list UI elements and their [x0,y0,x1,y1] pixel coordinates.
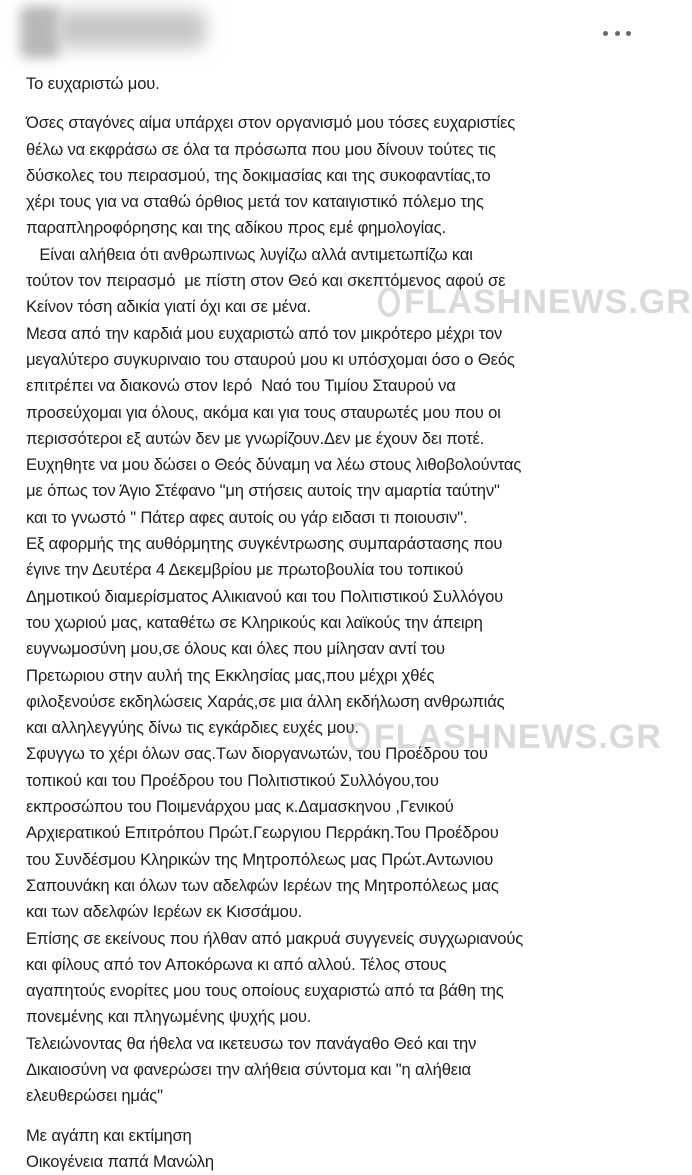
more-horizontal-icon[interactable] [603,26,631,40]
text-line: φιλοξενούσε εκδηλώσεις Χαράς,σε μια άλλη εκδήλωση ανθρωπιάς [26,691,505,711]
text-line: Ευχηθητε να μου δώσει ο Θεός δύναμη να λέω στους λιθοβολούντας [26,455,522,475]
text-line: αγαπητούς ενορίτες μου τους οποίους ευχαριστώ από τα βάθη της [26,981,504,1001]
text-line: τοπικού και του Προέδρου του Πολιτιστικού Συλλόγου,του [26,770,439,790]
text-line: Δημοτικού διαμερίσματος Αλικιανού και του Πολιτιστικού Συλλόγου [26,586,504,606]
text-line: προσεύχομαι για όλους, ακόμα και για τους σταυρωτές μου που οι [26,402,501,422]
text-line: και αλληλεγγύης δίνω τις εγκάρδιες ευχές μου. [26,718,359,738]
text-line: ελευθερώσει ημάς" [26,1086,163,1106]
text-line: Εξ αφορμής της αυθόρμητης συγκέντρωσης συμπαράστασης που [26,534,503,554]
blurred-avatar [20,6,60,58]
text-line: Τελειώνοντας θα ήθελα να ικετευσω τον πανάγαθο Θεό και την [26,1033,477,1053]
post-text [26,71,646,1175]
text-line: ευγνωμοσύνη μου,σε όλους και όλες που μίλησαν αντί του [26,639,445,659]
text-line: Με αγάπη και εκτίμηση [26,1125,192,1145]
text-line: παραπληροφόρησης και της αδίκου προς εμέ φημολογίας. [26,218,446,238]
text-line: Όσες σταγόνες αίμα υπάρχει στον οργανισμό μου τόσες ευχαριστίες [26,113,516,133]
text-line: περισσότεροι εξ αυτών δεν με γνωρίζουν.Δεν με έχουν δει ποτέ. [26,428,485,448]
post-header [0,0,659,72]
paragraph-gap [26,1110,646,1123]
text-line: Πρετωριου στην αυλή της Εκκλησίας μας,που μέχρι χθές [26,665,435,685]
watermark: FLASHNEWS.GR [378,283,692,322]
text-line: πονεμένης και πληγωμένης ψυχής μου. [26,1007,312,1027]
watermark: FLASHNEWS.GR [348,718,662,757]
blurred-author-name [56,10,206,48]
text-line: Επίσης σε εκείνους που ήλθαν από μακρυά συγγενείς συγχωριανούς [26,928,524,948]
dot-icon [626,31,631,36]
text-line: και των αδελφών Ιερέων εκ Κισσάμου. [26,902,303,922]
text-line: Κείνον τόση αδικία γιατί όχι και σε μένα. [26,297,311,317]
text-line: του χωριού μας, καταθέτω σε Κληρικούς και λαϊκούς την άπειρη [26,612,483,632]
text-line: μεγαλύτερο συγκυριναιο του σταυρού μου κι υπόσχομαι όσο ο Θεός [26,349,515,369]
text-line: δύσκολες του πειρασμού, της δοκιμασίας και της συκοφαντίας,το [26,165,491,185]
text-line: Το ευχαριστώ μου. [26,74,160,93]
text-line: και φίλους από τον Αποκόρωνα κι από αλλού. Τέλος στους [26,954,447,974]
paragraph [26,1123,646,1175]
text-line: του Συνδέσμου Κληρικών της Μητροπόλεως μας Πρώτ.Αντωνιου [26,849,494,869]
dot-icon [603,31,608,36]
text-line: θέλω να εκφράσω σε όλα τα πρόσωπα που μου δίνουν τούτες τις [26,139,496,159]
text-line: έγινε την Δευτέρα 4 Δεκεμβρίου με πρωτοβουλία του τοπικού [26,560,464,580]
text-line: Μεσα από την καρδιά μου ευχαριστώ από τον μικρότερο μέχρι τον [26,323,503,343]
text-line: Οικογένεια παπά Μανώλη [26,1151,214,1171]
text-line: Είναι αλήθεια ότι ανθρωπινως λυγίζω αλλά αντιμετωπίζω και [26,244,473,264]
text-line: και το γνωστό " Πάτερ αφες αυτοίς ου γάρ ειδασι τι ποιουσιν". [26,507,468,527]
text-line: Αρχιερατικού Επιτρόπου Πρώτ.Γεωργιου Περράκη.Του Προέδρου [26,823,499,843]
text-line: χέρι τους για να σταθώ όρθιος μετά τον καταιγιστικό πόλεμο της [26,192,484,212]
text-line: Σφυγγω το χέρι όλων σας.Των διοργανωτών, του Προέδρου του [26,744,488,764]
text-line: Δικαιοσύνη να φανερώσει την αλήθεια σύντομα και "η αλήθεια [26,1059,471,1079]
text-line: Σαπουνάκη και όλων των αδελφών Ιερέων της Μητροπόλεως μας [26,875,499,895]
paragraph-gap [26,97,646,110]
paragraph [26,71,646,97]
text-line: επιτρέπει να διακονώ στον Ιερό Ναό του Τιμίου Σταυρού να [26,376,456,396]
dot-icon [615,31,620,36]
text-line: με όπως τον Άγιο Στέφανο "μη στήσεις αυτοίς την αμαρτία ταύτην" [26,481,500,501]
text-line: τούτον τον πειρασμό με πίστη στον Θεό και σκεπτόμενος αφού σε [26,271,506,291]
text-line: εκπροσώπου του Ποιμενάρχου μας κ.Δαμασκηνου ,Γενικού [26,797,454,817]
paragraph [26,110,646,1109]
